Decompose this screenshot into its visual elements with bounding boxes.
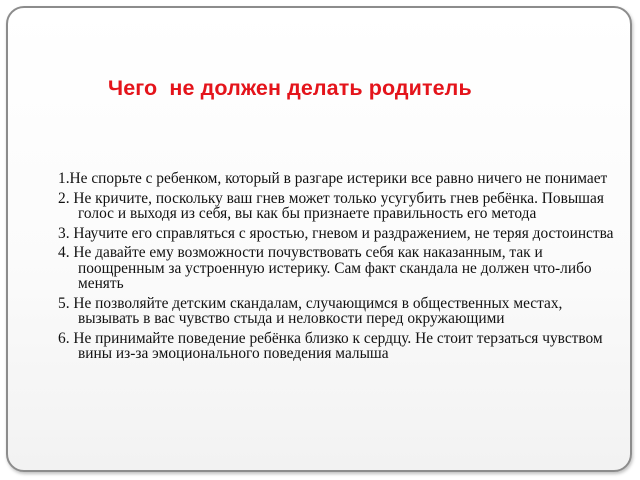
list-item: 3. Научите его справляться с яростью, гневом и раздражением, не теряя достоинства xyxy=(58,224,614,242)
list-item: 4. Не давайте ему возможности почувствовать себя как наказанным, так и поощренным за устроенную истерику. Сам факт скандала не должен что-либо менять xyxy=(58,244,592,292)
slide xyxy=(6,6,632,472)
list-item: 2. Не кричите, поскольку ваш гнев может только усугубить гнев ребёнка. Повышая голос и выходя из себя, вы как бы признаете правильность его метода xyxy=(58,189,604,222)
list-item: 1.Не спорьте с ребенком, который в разгаре истерики все равно ничего не понимает xyxy=(58,170,608,187)
slide-title: Чего не должен делать родитель xyxy=(108,76,472,100)
list-item: 5. Не позволяйте детским скандалам, случающимся в общественных местах, вызывать в вас чувство стыда и неловкости перед окружающими xyxy=(58,294,563,327)
rules-list xyxy=(58,171,618,366)
list-item: 6. Не принимайте поведение ребёнка близко к сердцу. Не стоит терзаться чувством вины из-за эмоционального поведения малыша xyxy=(58,329,603,362)
